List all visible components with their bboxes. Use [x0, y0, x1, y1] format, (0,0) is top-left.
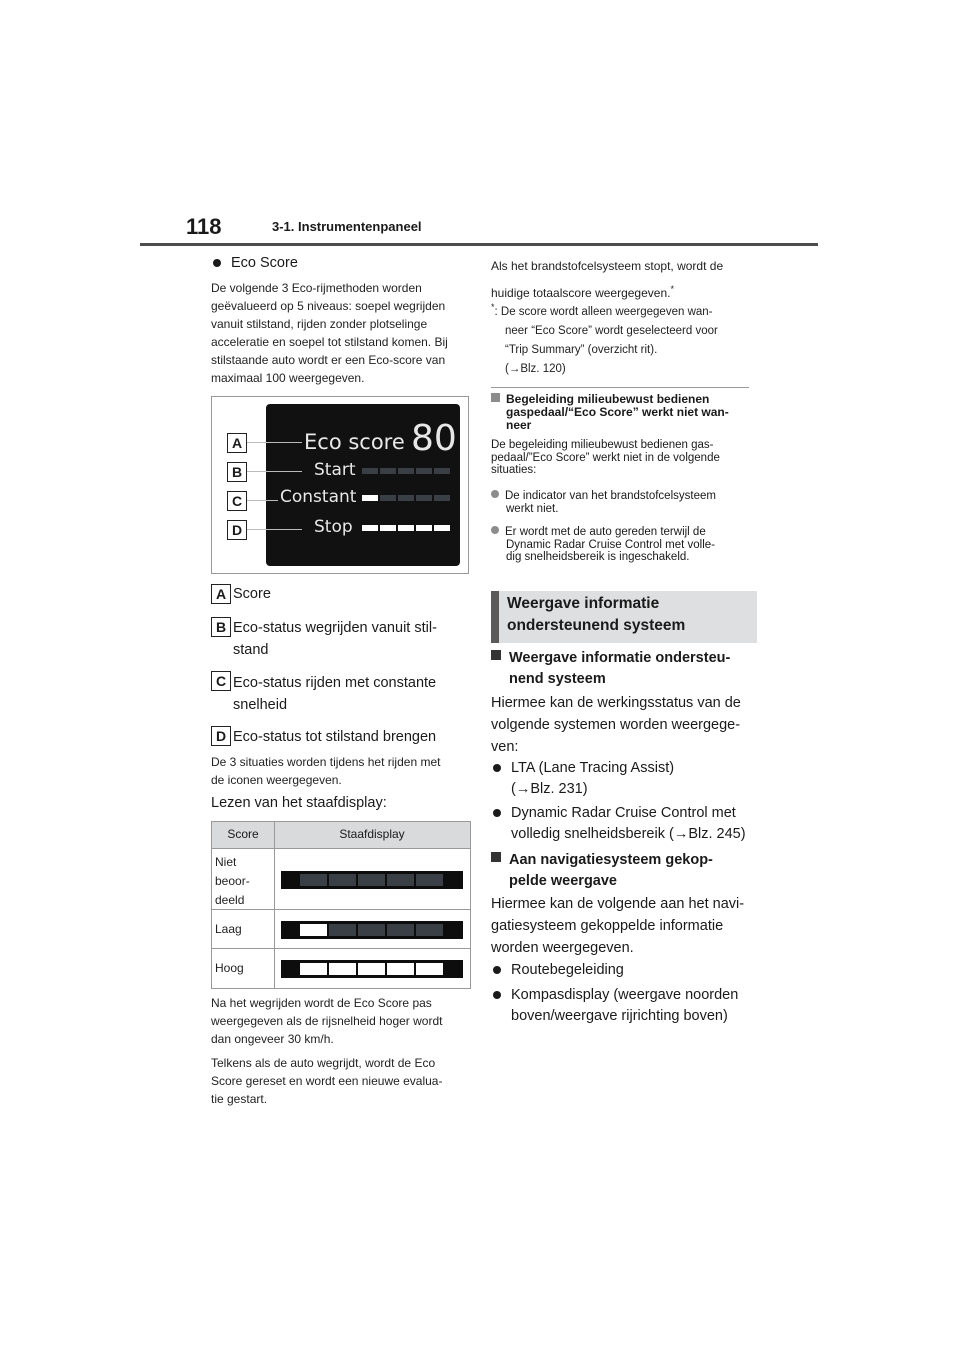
- navigation-paragraph: Hiermee kan de volgende aan het navi- gatiesysteem gekoppelde informatie worden weergegeven.: [491, 896, 745, 956]
- bar-display-1: [281, 921, 463, 939]
- page-number: 118: [186, 214, 222, 239]
- legend-letter-c: C: [211, 671, 231, 691]
- bar-display-table: [211, 821, 471, 989]
- eco-segment: [398, 495, 414, 501]
- legend-d-text: Eco-status tot stilstand brengen: [233, 729, 437, 745]
- divider-line: [491, 387, 749, 388]
- table-header-score: Score: [227, 827, 259, 841]
- eco-segment: [398, 468, 414, 474]
- eco-score-figure: [211, 396, 469, 574]
- callout-b: B: [227, 462, 247, 482]
- fuel-cell-paragraph: Als het brandstofcelsysteem stopt, wordt de huidige totaalscore weergegeven.*: [491, 259, 724, 300]
- eco-segment: [398, 525, 414, 531]
- eco-segment: [434, 468, 450, 474]
- grey-bullet-icon: [491, 526, 499, 534]
- eco-segment: [380, 495, 396, 501]
- guide-item: De indicator van het brandstofcelsysteem werkt niet.: [491, 490, 716, 515]
- bullet-icon: [493, 991, 501, 999]
- bar-segment: [416, 924, 443, 936]
- row-start-label: Start: [314, 460, 356, 480]
- guide-heading: Begeleiding milieubewust bedienen gaspedaal/“Eco Score” werkt niet wan- neer: [491, 393, 729, 432]
- support-item: LTA (Lane Tracing Assist) (→Blz. 231): [493, 758, 674, 800]
- eco-segment: [380, 468, 396, 474]
- section-box: [491, 591, 757, 643]
- guide-paragraph: De begeleiding milieubewust bedienen gas- pedaal/”Eco Score” werkt niet in de volgende situaties:: [491, 439, 720, 476]
- leader-line: [246, 529, 302, 530]
- situations-paragraph: De 3 situaties worden tijdens het rijden met de iconen weergegeven.: [211, 755, 441, 787]
- bar-segment: [329, 874, 356, 886]
- leader-line: [246, 500, 278, 501]
- bar-segment: [387, 924, 414, 936]
- bullet-icon: [493, 764, 501, 772]
- eco-segment: [434, 525, 450, 531]
- table-row-label: Hoog: [215, 961, 244, 975]
- bullet-icon: [493, 966, 501, 974]
- bar-segment: [358, 874, 385, 886]
- eco-segment: [416, 495, 432, 501]
- row-stop-label: Stop: [314, 517, 353, 537]
- eco-title: Eco score: [304, 430, 405, 454]
- bar-segment: [329, 963, 356, 975]
- after-paragraph-1: Na het wegrijden wordt de Eco Score pas weergegeven als de rijsnelheid hoger wordt dan ongeveer 30 km/h.: [211, 996, 443, 1046]
- table-row-label: Laag: [215, 922, 242, 936]
- support-item: Dynamic Radar Cruise Control met volledig snelheidsbereik (→Blz. 245): [493, 803, 746, 845]
- table-header-bar: Staafdisplay: [339, 827, 405, 841]
- leader-line: [246, 442, 302, 443]
- bar-segment: [416, 874, 443, 886]
- bullet-icon: [213, 259, 221, 267]
- eco-segment: [362, 468, 378, 474]
- legend-a-text: Score: [233, 586, 271, 602]
- bar-segment: [387, 874, 414, 886]
- table-row-divider: [212, 948, 470, 949]
- eco-segment: [416, 468, 432, 474]
- section-box-line: ondersteunend systeem: [507, 617, 686, 634]
- callout-a: A: [227, 433, 247, 453]
- eco-segment: [380, 525, 396, 531]
- legend-b-text: Eco-status wegrijden vanuit stil- stand: [233, 620, 437, 658]
- eco-segment: [362, 525, 378, 531]
- bar-segment: [300, 874, 327, 886]
- after-paragraph-2: Telkens als de auto wegrijdt, wordt de Eco Score gereset en wordt een nieuwe evalua- tie gestart.: [211, 1056, 443, 1106]
- square-bullet-icon: [491, 393, 500, 402]
- header-rule: [140, 243, 818, 246]
- callout-c: C: [227, 491, 247, 511]
- support-paragraph: Hiermee kan de werkingsstatus van de volgende systemen worden weergege- ven:: [491, 695, 741, 755]
- navigation-item: Kompasdisplay (weergave noorden boven/weergave rijrichting boven): [493, 985, 738, 1027]
- bar-segment: [358, 924, 385, 936]
- bar-display-2: [281, 960, 463, 978]
- eco-score-paragraph: De volgende 3 Eco-rijmethoden worden geëvalueerd op 5 niveaus: soepel wegrijden vanuit stilstand, rijden zonder plotselinge acceleratie en soepel tot stilstand komen. Bij stilstaande auto wordt er een Eco-score van maximaal 100 weergegeven.: [211, 281, 448, 385]
- bar-display-0: [281, 871, 463, 889]
- leader-line: [246, 471, 302, 472]
- support-heading: Weergave informatie ondersteu- nend systeem: [491, 648, 730, 690]
- section-title: 3-1. Instrumentenpaneel: [272, 219, 422, 234]
- navigation-item: Routebegeleiding: [493, 960, 624, 981]
- square-bullet-icon: [491, 852, 501, 862]
- square-bullet-icon: [491, 650, 501, 660]
- eco-segment: [434, 495, 450, 501]
- bar-segment: [300, 963, 327, 975]
- bar-segment: [416, 963, 443, 975]
- reading-label: Lezen van het staafdisplay:: [211, 795, 387, 811]
- callout-d: D: [227, 520, 247, 540]
- legend-letter-d: D: [211, 726, 231, 746]
- eco-segment: [416, 525, 432, 531]
- legend-letter-a: A: [211, 584, 231, 604]
- section-box-line: Weergave informatie: [507, 595, 660, 612]
- eco-score-heading: Eco Score: [213, 251, 298, 275]
- bullet-icon: [493, 809, 501, 817]
- legend-letter-b: B: [211, 617, 231, 637]
- eco-score-value: 80: [411, 418, 457, 459]
- bar-segment: [358, 963, 385, 975]
- table-row-label: Niet beoor- deeld: [215, 855, 250, 907]
- eco-segment: [362, 495, 378, 501]
- table-column-divider: [274, 822, 275, 988]
- bar-segment: [387, 963, 414, 975]
- eco-display-screen: [266, 404, 460, 566]
- table-row-divider: [212, 909, 470, 910]
- guide-item: Er wordt met de auto gereden terwijl de Dynamic Radar Cruise Control met volle- dig snelheidsbereik is ingeschakeld.: [491, 526, 715, 564]
- row-constant-label: Constant: [280, 487, 357, 507]
- footnote: *: De score wordt alleen weergegeven wan- neer “Eco Score” wordt geselecteerd voor “Trip Summary” (overzicht rit). (→Blz. 120): [491, 302, 718, 375]
- legend-c-text: Eco-status rijden met constante snelheid: [233, 675, 437, 713]
- bar-segment: [329, 924, 356, 936]
- navigation-heading: Aan navigatiesysteem gekop- pelde weergave: [491, 850, 713, 892]
- grey-bullet-icon: [491, 490, 499, 498]
- bar-segment: [300, 924, 327, 936]
